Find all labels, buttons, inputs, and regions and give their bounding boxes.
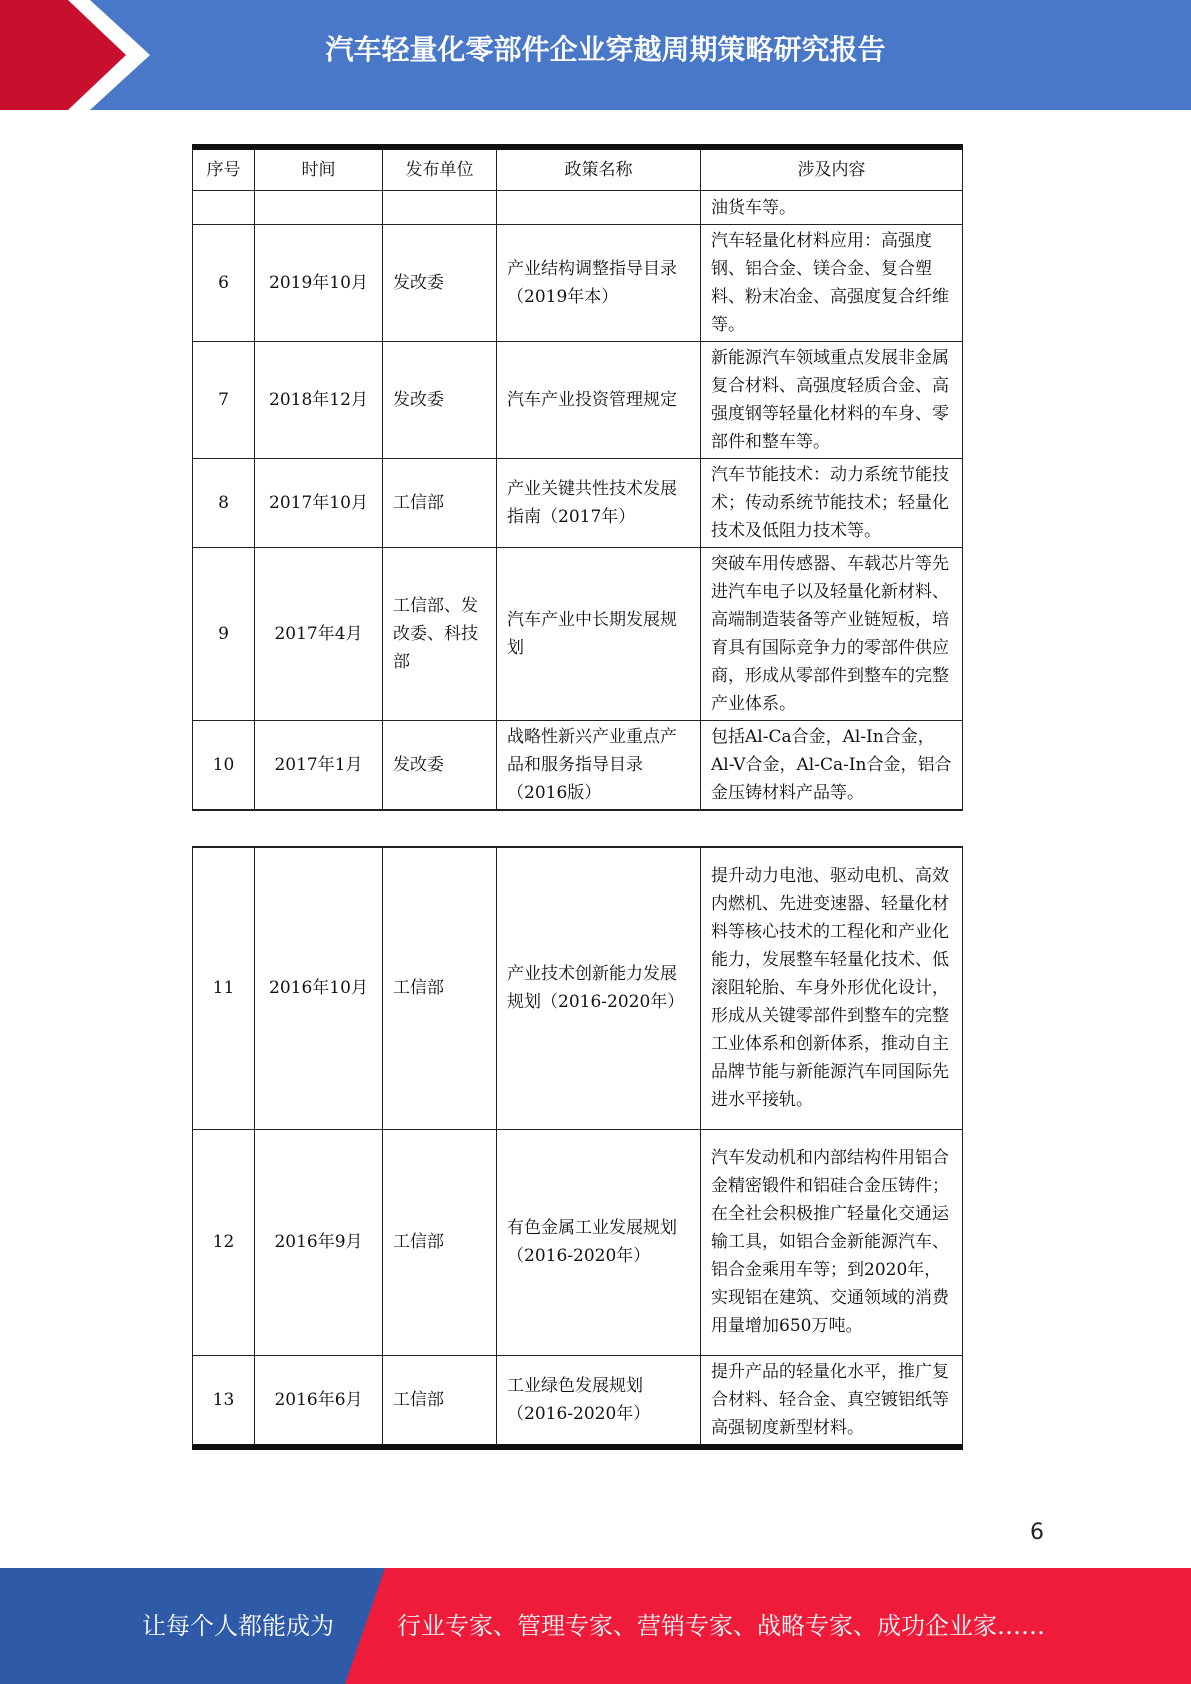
cell-no: 8 — [193, 459, 255, 548]
cell-policy: 汽车产业投资管理规定 — [497, 342, 701, 459]
footer-slogan-left: 让每个人都能成为 — [142, 1612, 334, 1640]
cell-content: 提升产品的轻量化水平，推广复合材料、轻合金、真空镀铝纸等高强韧度新型材料。 — [701, 1355, 963, 1447]
table-row-continuation — [193, 191, 963, 225]
cell-content: 汽车轻量化材料应用：高强度钢、铝合金、镁合金、复合塑料、粉末冶金、高强度复合纤维等。 — [701, 225, 963, 342]
cell-time: 2016年9月 — [255, 1129, 383, 1355]
cell-time: 2016年10月 — [255, 847, 383, 1129]
policy-table-part1 — [192, 144, 963, 811]
cell-publisher: 工信部 — [383, 1355, 497, 1447]
cell-policy: 产业关键共性技术发展指南（2017年） — [497, 459, 701, 548]
footer-slogan-right: 行业专家、管理专家、营销专家、战略专家、成功企业家…… — [397, 1612, 1045, 1640]
cell-no: 9 — [193, 548, 255, 721]
cell-no — [193, 191, 255, 225]
page-number: 6 — [1030, 1520, 1044, 1545]
page-header — [0, 0, 1191, 110]
cell-policy: 产业技术创新能力发展规划（2016-2020年） — [497, 847, 701, 1129]
cell-time: 2018年12月 — [255, 342, 383, 459]
table-row — [193, 1129, 963, 1355]
cell-content: 包括Al-Ca合金，Al-In合金，Al-V合金，Al-Ca-In合金，铝合金压铸材料产品等。 — [701, 721, 963, 811]
cell-publisher: 工信部、发改委、科技部 — [383, 548, 497, 721]
cell-content: 油货车等。 — [701, 191, 963, 225]
table-row — [193, 225, 963, 342]
cell-publisher: 工信部 — [383, 459, 497, 548]
cell-publisher: 发改委 — [383, 342, 497, 459]
column-header-time: 时间 — [255, 147, 383, 191]
cell-no: 7 — [193, 342, 255, 459]
column-header-publisher: 发布单位 — [383, 147, 497, 191]
cell-publisher: 工信部 — [383, 847, 497, 1129]
table-row — [193, 548, 963, 721]
policy-table-part2 — [192, 846, 963, 1450]
cell-time: 2017年4月 — [255, 548, 383, 721]
table-row — [193, 342, 963, 459]
cell-no: 6 — [193, 225, 255, 342]
cell-policy: 产业结构调整指导目录（2019年本） — [497, 225, 701, 342]
cell-no: 11 — [193, 847, 255, 1129]
cell-policy — [497, 191, 701, 225]
cell-publisher: 发改委 — [383, 225, 497, 342]
cell-content: 汽车发动机和内部结构件用铝合金精密锻件和铝硅合金压铸件；在全社会积极推广轻量化交通运输工具，如铝合金新能源汽车、铝合金乘用车等；到2020年，实现铝在建筑、交通领域的消费用量增加650万吨。 — [701, 1129, 963, 1355]
cell-policy: 有色金属工业发展规划（2016-2020年） — [497, 1129, 701, 1355]
column-header-content: 涉及内容 — [701, 147, 963, 191]
cell-no: 10 — [193, 721, 255, 811]
table-row — [193, 459, 963, 548]
table-header-row — [193, 147, 963, 191]
column-header-no: 序号 — [193, 147, 255, 191]
cell-no: 13 — [193, 1355, 255, 1447]
cell-content: 突破车用传感器、车载芯片等先进汽车电子以及轻量化新材料、高端制造装备等产业链短板，培育具有国际竞争力的零部件供应商，形成从零部件到整车的完整产业体系。 — [701, 548, 963, 721]
cell-content: 提升动力电池、驱动电机、高效内燃机、先进变速器、轻量化材料等核心技术的工程化和产业化能力，发展整车轻量化技术、低滚阻轮胎、车身外形优化设计，形成从关键零部件到整车的完整工业体系和创新体系，推动自主品牌节能与新能源汽车同国际先进水平接轨。 — [701, 847, 963, 1129]
table-row — [193, 1355, 963, 1447]
column-header-policy: 政策名称 — [497, 147, 701, 191]
cell-publisher: 工信部 — [383, 1129, 497, 1355]
cell-publisher — [383, 191, 497, 225]
cell-time: 2016年6月 — [255, 1355, 383, 1447]
cell-content: 汽车节能技术：动力系统节能技术；传动系统节能技术；轻量化技术及低阻力技术等。 — [701, 459, 963, 548]
cell-time: 2017年1月 — [255, 721, 383, 811]
cell-content: 新能源汽车领域重点发展非金属复合材料、高强度轻质合金、高强度钢等轻量化材料的车身、零部件和整车等。 — [701, 342, 963, 459]
table-row — [193, 847, 963, 1129]
cell-time: 2017年10月 — [255, 459, 383, 548]
cell-time: 2019年10月 — [255, 225, 383, 342]
table-row — [193, 721, 963, 811]
cell-policy: 汽车产业中长期发展规划 — [497, 548, 701, 721]
cell-no: 12 — [193, 1129, 255, 1355]
cell-time — [255, 191, 383, 225]
cell-policy: 工业绿色发展规划（2016-2020年） — [497, 1355, 701, 1447]
cell-policy: 战略性新兴产业重点产品和服务指导目录（2016版） — [497, 721, 701, 811]
report-title: 汽车轻量化零部件企业穿越周期策略研究报告 — [325, 33, 886, 66]
page-footer — [0, 1568, 1191, 1684]
cell-publisher: 发改委 — [383, 721, 497, 811]
